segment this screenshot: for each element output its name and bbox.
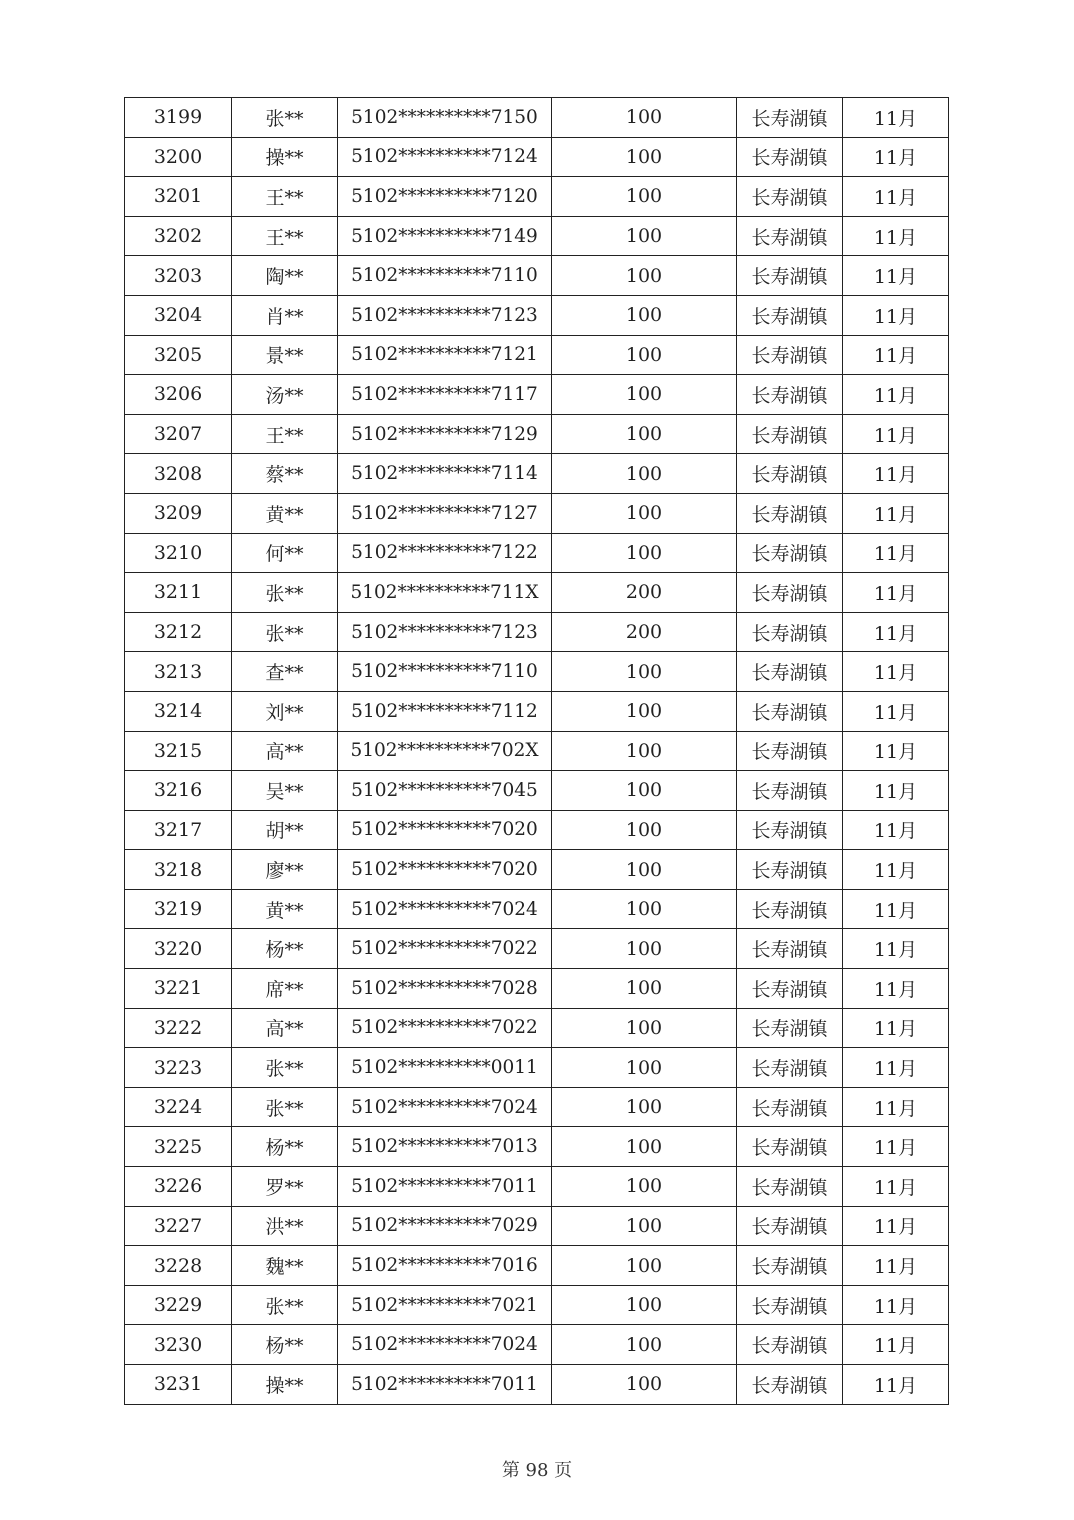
row-number-cell: 3217 xyxy=(125,810,232,850)
town-cell: 长寿湖镇 xyxy=(737,691,843,731)
row-number-cell: 3205 xyxy=(125,335,232,375)
town-cell: 长寿湖镇 xyxy=(737,929,843,969)
amount-cell: 100 xyxy=(552,652,737,692)
name-cell: 杨** xyxy=(232,929,338,969)
town-cell: 长寿湖镇 xyxy=(737,1365,843,1405)
row-number-cell: 3231 xyxy=(125,1365,232,1405)
row-number-cell: 3204 xyxy=(125,295,232,335)
row-number-cell: 3202 xyxy=(125,216,232,256)
table-row xyxy=(125,414,949,454)
table-row xyxy=(125,1048,949,1088)
name-cell: 刘** xyxy=(232,691,338,731)
page-number: 第 98 页 xyxy=(501,1460,573,1481)
month-cell: 11月 xyxy=(843,493,949,533)
id-number-cell: 5102**********7129 xyxy=(338,414,552,454)
month-cell: 11月 xyxy=(843,256,949,296)
name-cell: 查** xyxy=(232,652,338,692)
name-cell: 高** xyxy=(232,1008,338,1048)
id-number-cell: 5102**********7149 xyxy=(338,216,552,256)
row-number-cell: 3215 xyxy=(125,731,232,771)
town-cell: 长寿湖镇 xyxy=(737,216,843,256)
town-cell: 长寿湖镇 xyxy=(737,1285,843,1325)
id-number-cell: 5102**********7024 xyxy=(338,889,552,929)
amount-cell: 100 xyxy=(552,1285,737,1325)
table-row xyxy=(125,1206,949,1246)
table-row xyxy=(125,1246,949,1286)
table-row xyxy=(125,375,949,415)
table-row xyxy=(125,98,949,138)
name-cell: 胡** xyxy=(232,810,338,850)
month-cell: 11月 xyxy=(843,1325,949,1365)
month-cell: 11月 xyxy=(843,1087,949,1127)
subsidy-table xyxy=(124,97,949,1405)
row-number-cell: 3223 xyxy=(125,1048,232,1088)
month-cell: 11月 xyxy=(843,929,949,969)
town-cell: 长寿湖镇 xyxy=(737,414,843,454)
amount-cell: 100 xyxy=(552,889,737,929)
row-number-cell: 3222 xyxy=(125,1008,232,1048)
row-number-cell: 3214 xyxy=(125,691,232,731)
table-row xyxy=(125,1325,949,1365)
id-number-cell: 5102**********7011 xyxy=(338,1167,552,1207)
table-row xyxy=(125,889,949,929)
month-cell: 11月 xyxy=(843,771,949,811)
town-cell: 长寿湖镇 xyxy=(737,1008,843,1048)
name-cell: 黄** xyxy=(232,493,338,533)
month-cell: 11月 xyxy=(843,969,949,1009)
town-cell: 长寿湖镇 xyxy=(737,969,843,1009)
town-cell: 长寿湖镇 xyxy=(737,1325,843,1365)
month-cell: 11月 xyxy=(843,98,949,138)
table-row xyxy=(125,137,949,177)
amount-cell: 100 xyxy=(552,731,737,771)
row-number-cell: 3213 xyxy=(125,652,232,692)
name-cell: 王** xyxy=(232,414,338,454)
month-cell: 11月 xyxy=(843,1365,949,1405)
name-cell: 席** xyxy=(232,969,338,1009)
name-cell: 王** xyxy=(232,177,338,217)
name-cell: 汤** xyxy=(232,375,338,415)
month-cell: 11月 xyxy=(843,691,949,731)
month-cell: 11月 xyxy=(843,454,949,494)
id-number-cell: 5102**********7029 xyxy=(338,1206,552,1246)
name-cell: 黄** xyxy=(232,889,338,929)
month-cell: 11月 xyxy=(843,1048,949,1088)
town-cell: 长寿湖镇 xyxy=(737,98,843,138)
month-cell: 11月 xyxy=(843,177,949,217)
amount-cell: 100 xyxy=(552,98,737,138)
amount-cell: 100 xyxy=(552,850,737,890)
month-cell: 11月 xyxy=(843,810,949,850)
town-cell: 长寿湖镇 xyxy=(737,256,843,296)
amount-cell: 100 xyxy=(552,533,737,573)
town-cell: 长寿湖镇 xyxy=(737,1087,843,1127)
month-cell: 11月 xyxy=(843,1008,949,1048)
id-number-cell: 5102**********7021 xyxy=(338,1285,552,1325)
amount-cell: 200 xyxy=(552,573,737,613)
month-cell: 11月 xyxy=(843,533,949,573)
table-row xyxy=(125,177,949,217)
amount-cell: 100 xyxy=(552,256,737,296)
town-cell: 长寿湖镇 xyxy=(737,810,843,850)
name-cell: 操** xyxy=(232,137,338,177)
town-cell: 长寿湖镇 xyxy=(737,573,843,613)
amount-cell: 100 xyxy=(552,1206,737,1246)
name-cell: 操** xyxy=(232,1365,338,1405)
month-cell: 11月 xyxy=(843,375,949,415)
month-cell: 11月 xyxy=(843,652,949,692)
table-row xyxy=(125,771,949,811)
row-number-cell: 3229 xyxy=(125,1285,232,1325)
id-number-cell: 5102**********7121 xyxy=(338,335,552,375)
amount-cell: 100 xyxy=(552,1325,737,1365)
town-cell: 长寿湖镇 xyxy=(737,493,843,533)
month-cell: 11月 xyxy=(843,850,949,890)
month-cell: 11月 xyxy=(843,1246,949,1286)
month-cell: 11月 xyxy=(843,295,949,335)
id-number-cell: 5102**********7120 xyxy=(338,177,552,217)
row-number-cell: 3211 xyxy=(125,573,232,613)
name-cell: 杨** xyxy=(232,1127,338,1167)
row-number-cell: 3221 xyxy=(125,969,232,1009)
id-number-cell: 5102**********7016 xyxy=(338,1246,552,1286)
table-row xyxy=(125,1008,949,1048)
row-number-cell: 3212 xyxy=(125,612,232,652)
row-number-cell: 3203 xyxy=(125,256,232,296)
id-number-cell: 5102**********711X xyxy=(338,573,552,613)
name-cell: 张** xyxy=(232,98,338,138)
id-number-cell: 5102**********7045 xyxy=(338,771,552,811)
row-number-cell: 3200 xyxy=(125,137,232,177)
month-cell: 11月 xyxy=(843,137,949,177)
table-row xyxy=(125,256,949,296)
town-cell: 长寿湖镇 xyxy=(737,1127,843,1167)
month-cell: 11月 xyxy=(843,1206,949,1246)
row-number-cell: 3206 xyxy=(125,375,232,415)
month-cell: 11月 xyxy=(843,889,949,929)
id-number-cell: 5102**********7022 xyxy=(338,1008,552,1048)
name-cell: 高** xyxy=(232,731,338,771)
month-cell: 11月 xyxy=(843,1127,949,1167)
month-cell: 11月 xyxy=(843,335,949,375)
row-number-cell: 3199 xyxy=(125,98,232,138)
amount-cell: 100 xyxy=(552,1127,737,1167)
row-number-cell: 3201 xyxy=(125,177,232,217)
row-number-cell: 3224 xyxy=(125,1087,232,1127)
name-cell: 张** xyxy=(232,612,338,652)
table-row xyxy=(125,929,949,969)
amount-cell: 100 xyxy=(552,1167,737,1207)
row-number-cell: 3230 xyxy=(125,1325,232,1365)
table-row xyxy=(125,691,949,731)
amount-cell: 100 xyxy=(552,295,737,335)
row-number-cell: 3208 xyxy=(125,454,232,494)
amount-cell: 100 xyxy=(552,1246,737,1286)
id-number-cell: 5102**********7123 xyxy=(338,295,552,335)
name-cell: 张** xyxy=(232,1048,338,1088)
town-cell: 长寿湖镇 xyxy=(737,454,843,494)
town-cell: 长寿湖镇 xyxy=(737,1167,843,1207)
id-number-cell: 5102**********7127 xyxy=(338,493,552,533)
row-number-cell: 3220 xyxy=(125,929,232,969)
id-number-cell: 5102**********7123 xyxy=(338,612,552,652)
amount-cell: 100 xyxy=(552,216,737,256)
table-row xyxy=(125,652,949,692)
row-number-cell: 3216 xyxy=(125,771,232,811)
table-row xyxy=(125,454,949,494)
table-row xyxy=(125,533,949,573)
row-number-cell: 3219 xyxy=(125,889,232,929)
row-number-cell: 3225 xyxy=(125,1127,232,1167)
table-row xyxy=(125,969,949,1009)
town-cell: 长寿湖镇 xyxy=(737,177,843,217)
amount-cell: 100 xyxy=(552,1008,737,1048)
name-cell: 张** xyxy=(232,1087,338,1127)
id-number-cell: 5102**********7028 xyxy=(338,969,552,1009)
month-cell: 11月 xyxy=(843,414,949,454)
id-number-cell: 5102**********7020 xyxy=(338,810,552,850)
table-row xyxy=(125,1285,949,1325)
id-number-cell: 5102**********7013 xyxy=(338,1127,552,1167)
name-cell: 肖** xyxy=(232,295,338,335)
name-cell: 张** xyxy=(232,573,338,613)
table-row xyxy=(125,1087,949,1127)
amount-cell: 100 xyxy=(552,691,737,731)
town-cell: 长寿湖镇 xyxy=(737,1048,843,1088)
amount-cell: 100 xyxy=(552,1365,737,1405)
table-row xyxy=(125,810,949,850)
town-cell: 长寿湖镇 xyxy=(737,137,843,177)
id-number-cell: 5102**********7024 xyxy=(338,1087,552,1127)
town-cell: 长寿湖镇 xyxy=(737,889,843,929)
table-row xyxy=(125,573,949,613)
row-number-cell: 3209 xyxy=(125,493,232,533)
id-number-cell: 5102**********7020 xyxy=(338,850,552,890)
table-row xyxy=(125,1167,949,1207)
month-cell: 11月 xyxy=(843,1285,949,1325)
amount-cell: 100 xyxy=(552,1087,737,1127)
id-number-cell: 5102**********702X xyxy=(338,731,552,771)
town-cell: 长寿湖镇 xyxy=(737,652,843,692)
row-number-cell: 3227 xyxy=(125,1206,232,1246)
table-row xyxy=(125,295,949,335)
id-number-cell: 5102**********7124 xyxy=(338,137,552,177)
row-number-cell: 3218 xyxy=(125,850,232,890)
name-cell: 吴** xyxy=(232,771,338,811)
name-cell: 廖** xyxy=(232,850,338,890)
amount-cell: 200 xyxy=(552,612,737,652)
row-number-cell: 3210 xyxy=(125,533,232,573)
id-number-cell: 5102**********7110 xyxy=(338,256,552,296)
table-row xyxy=(125,850,949,890)
row-number-cell: 3207 xyxy=(125,414,232,454)
id-number-cell: 5102**********7117 xyxy=(338,375,552,415)
town-cell: 长寿湖镇 xyxy=(737,295,843,335)
amount-cell: 100 xyxy=(552,493,737,533)
name-cell: 蔡** xyxy=(232,454,338,494)
amount-cell: 100 xyxy=(552,454,737,494)
amount-cell: 100 xyxy=(552,969,737,1009)
month-cell: 11月 xyxy=(843,1167,949,1207)
table-row xyxy=(125,1365,949,1405)
town-cell: 长寿湖镇 xyxy=(737,612,843,652)
row-number-cell: 3226 xyxy=(125,1167,232,1207)
id-number-cell: 5102**********7114 xyxy=(338,454,552,494)
amount-cell: 100 xyxy=(552,375,737,415)
id-number-cell: 5102**********7011 xyxy=(338,1365,552,1405)
id-number-cell: 5102**********7024 xyxy=(338,1325,552,1365)
town-cell: 长寿湖镇 xyxy=(737,533,843,573)
table-row xyxy=(125,731,949,771)
amount-cell: 100 xyxy=(552,137,737,177)
town-cell: 长寿湖镇 xyxy=(737,1246,843,1286)
town-cell: 长寿湖镇 xyxy=(737,731,843,771)
name-cell: 何** xyxy=(232,533,338,573)
town-cell: 长寿湖镇 xyxy=(737,850,843,890)
name-cell: 王** xyxy=(232,216,338,256)
town-cell: 长寿湖镇 xyxy=(737,375,843,415)
id-number-cell: 5102**********7150 xyxy=(338,98,552,138)
table-row xyxy=(125,1127,949,1167)
table-row xyxy=(125,612,949,652)
month-cell: 11月 xyxy=(843,731,949,771)
name-cell: 张** xyxy=(232,1285,338,1325)
id-number-cell: 5102**********7110 xyxy=(338,652,552,692)
table-row xyxy=(125,335,949,375)
month-cell: 11月 xyxy=(843,573,949,613)
amount-cell: 100 xyxy=(552,929,737,969)
town-cell: 长寿湖镇 xyxy=(737,335,843,375)
amount-cell: 100 xyxy=(552,810,737,850)
month-cell: 11月 xyxy=(843,612,949,652)
name-cell: 罗** xyxy=(232,1167,338,1207)
name-cell: 洪** xyxy=(232,1206,338,1246)
name-cell: 陶** xyxy=(232,256,338,296)
name-cell: 魏** xyxy=(232,1246,338,1286)
town-cell: 长寿湖镇 xyxy=(737,1206,843,1246)
month-cell: 11月 xyxy=(843,216,949,256)
id-number-cell: 5102**********7112 xyxy=(338,691,552,731)
table-row xyxy=(125,493,949,533)
town-cell: 长寿湖镇 xyxy=(737,771,843,811)
name-cell: 景** xyxy=(232,335,338,375)
amount-cell: 100 xyxy=(552,1048,737,1088)
amount-cell: 100 xyxy=(552,177,737,217)
table-row xyxy=(125,216,949,256)
id-number-cell: 5102**********7122 xyxy=(338,533,552,573)
table-body xyxy=(125,98,949,1405)
id-number-cell: 5102**********7022 xyxy=(338,929,552,969)
amount-cell: 100 xyxy=(552,414,737,454)
row-number-cell: 3228 xyxy=(125,1246,232,1286)
amount-cell: 100 xyxy=(552,771,737,811)
name-cell: 杨** xyxy=(232,1325,338,1365)
amount-cell: 100 xyxy=(552,335,737,375)
id-number-cell: 5102**********0011 xyxy=(338,1048,552,1088)
